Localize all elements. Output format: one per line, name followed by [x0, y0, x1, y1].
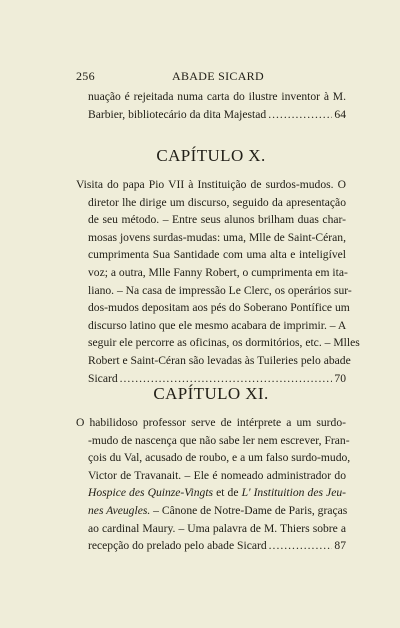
- dot-leader: [269, 537, 333, 555]
- text-line: çois du Val, acusado de roubo, e a um falso surdo-mudo,: [88, 451, 351, 465]
- text-line: de seu método. – Entre seus alunos brilham duas char-: [88, 213, 346, 227]
- running-title: ABADE SICARD: [172, 69, 264, 83]
- toc-page-ref: 70: [334, 371, 346, 385]
- text-line: -mudo de nascença que não sabe ler nem escrever, Fran-: [88, 433, 350, 447]
- previous-entry: [76, 88, 346, 123]
- chapter-x-summary: [76, 176, 360, 387]
- italic-title: Hospice des Quinze-Vingts: [88, 486, 214, 500]
- toc-text: recepção do prelado pelo abade Sicard: [88, 539, 267, 553]
- text-line: mosas jovens surdas-mudas: uma, Mlle de Saint-Céran,: [88, 230, 346, 244]
- text-line: liano. – Na casa de impressão Le Clerc, os operários sur-: [88, 283, 352, 297]
- chapter-xi-summary: [76, 414, 351, 555]
- italic-title: L' Instituition des Jeu-: [241, 486, 346, 500]
- text-line: diretor lhe dirige um discurso, seguido da apresentação: [88, 195, 346, 209]
- toc-line: [76, 106, 346, 124]
- text-fragment: – Cânone de Notre-Dame de Paris, graças: [150, 503, 348, 517]
- text-line: Visita do papa Pio VII à Instituição de surdos-mudos. O: [76, 178, 346, 191]
- text-line: [76, 502, 346, 520]
- text-line: [76, 484, 346, 502]
- toc-line: [76, 537, 346, 555]
- text-line: seguir ele percorre as oficinas, os dormitórios, etc. – Mlles: [88, 336, 360, 350]
- dot-leader: [268, 106, 332, 124]
- text-line: cumprimenta Sua Santidade com uma alta e inteligível: [88, 248, 346, 262]
- text-line: Victor de Travanait. – Ele é nomeado administrador do: [88, 468, 346, 482]
- toc-text: Barbier, bibliotecário da dita Majestad: [88, 107, 267, 121]
- text-line: dos-mudos depositam aos pés do Soberano Pontífice um: [88, 301, 350, 315]
- chapter-xi-title: CAPÍTULO XI.: [153, 384, 269, 403]
- toc-page-ref: 87: [334, 539, 346, 553]
- italic-title: nes Aveugles.: [88, 503, 151, 517]
- page-number: 256: [76, 69, 95, 83]
- chapter-x-title: CAPÍTULO X.: [156, 146, 266, 165]
- text-line: discurso latino que ele mesmo acabara de imprimir. – A: [88, 318, 347, 332]
- text-line: nuação é rejeitada numa carta do ilustre inventor à M.: [88, 90, 346, 103]
- text-line: O habilidoso professor serve de intérprete a um surdo-: [76, 416, 346, 429]
- text-line: voz; a outra, Mlle Fanny Robert, o cumprimenta em ita-: [88, 265, 348, 279]
- toc-text: Sicard: [88, 371, 118, 385]
- text-fragment: et de: [213, 486, 242, 500]
- toc-page-ref: 64: [334, 107, 346, 121]
- text-line: Robert e Saint-Céran são levadas às Tuileries pelo abade: [88, 353, 351, 367]
- text-line: ao cardinal Maury. – Uma palavra de M. Thiers sobre a: [88, 521, 346, 535]
